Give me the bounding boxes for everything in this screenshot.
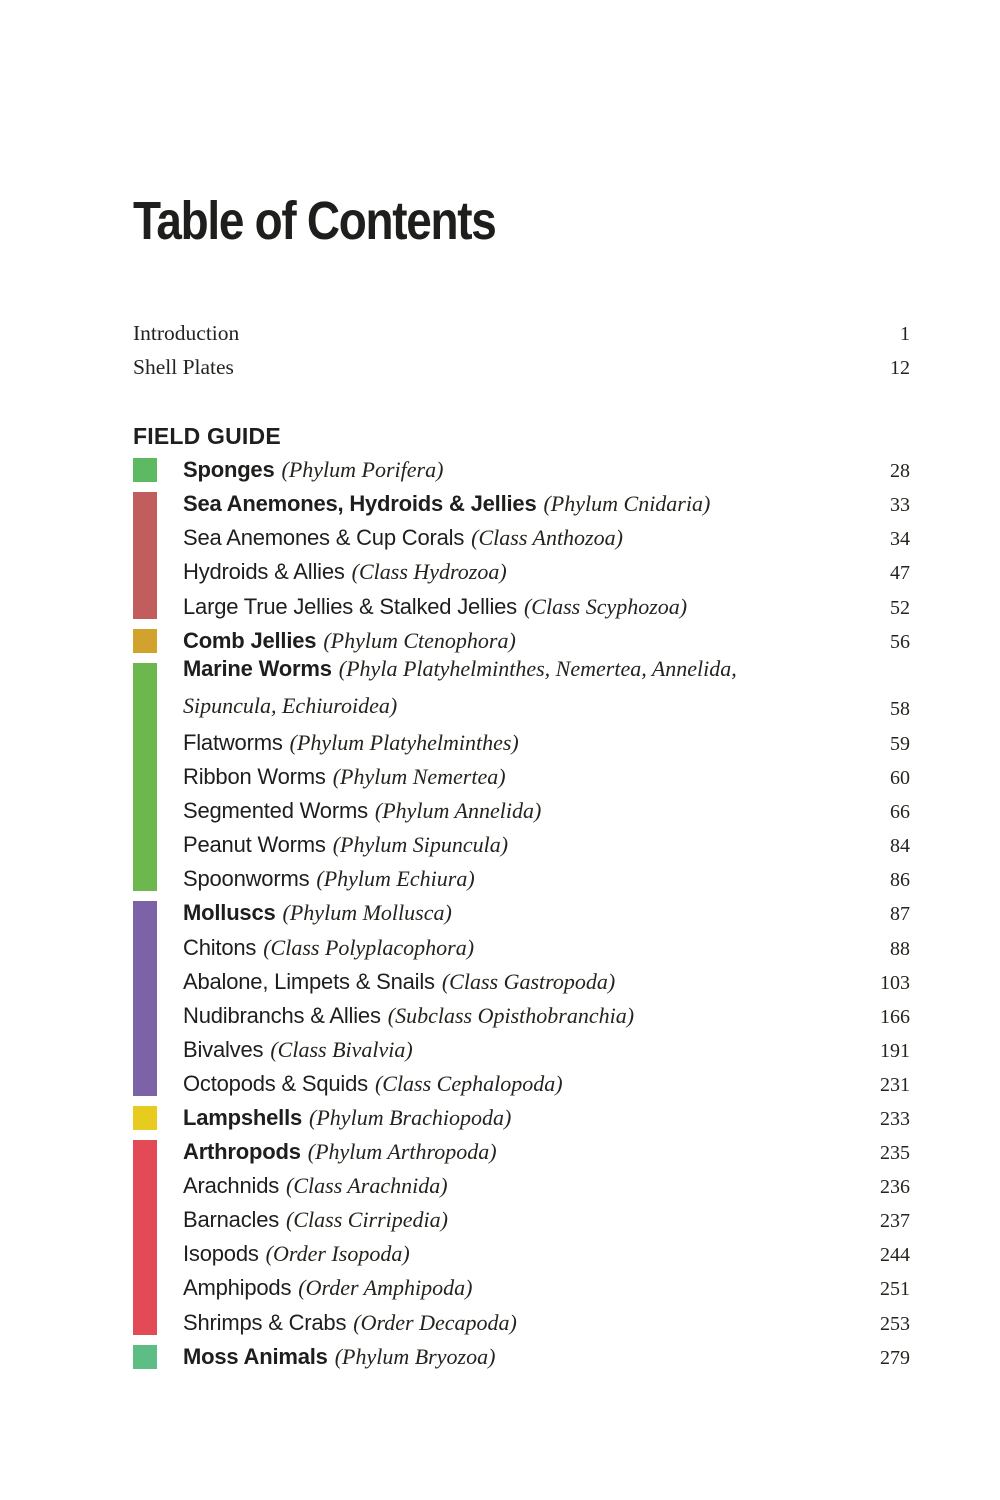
entry-label: Ribbon Worms [183, 764, 326, 790]
entry-taxon: (Class Arachnida) [286, 1173, 448, 1199]
entry-page-number: 66 [890, 801, 910, 824]
front-matter-list [133, 316, 910, 384]
toc-entry [183, 1067, 910, 1101]
entry-page-number: 237 [880, 1210, 910, 1233]
toc-entry-shell-plates [133, 350, 910, 384]
group-bryozoa [133, 1340, 910, 1374]
entry-taxon: (Subclass Opisthobranchia) [387, 1002, 635, 1028]
entry-page-number: 58 [890, 697, 910, 720]
entry-page-number: 253 [880, 1312, 910, 1335]
entry-label: Sea Anemones, Hydroids & Jellies [183, 491, 537, 517]
toc-content [133, 0, 910, 1374]
entry-label: Introduction [133, 321, 240, 345]
entry-page-number: 251 [880, 1278, 910, 1301]
entry-label: Large True Jellies & Stalked Jellies [183, 593, 517, 619]
toc-entry [183, 453, 910, 487]
entry-label: Molluscs [183, 900, 276, 926]
entry-page-number: 191 [880, 1039, 910, 1062]
toc-entry-introduction [133, 316, 910, 350]
entry-label: Lampshells [183, 1104, 303, 1130]
marker-column [133, 658, 183, 897]
entry-taxon: (Class Anthozoa) [471, 525, 623, 551]
entry-taxon: (Phylum Echiura) [316, 866, 475, 892]
toc-entry [183, 794, 910, 828]
entry-page-number: 233 [880, 1107, 910, 1130]
entry-taxon: (Class Cephalopoda) [374, 1070, 563, 1096]
entry-label: Amphipods [183, 1275, 292, 1301]
entry-taxon-continuation: Sipuncula, Echiuroidea) [183, 692, 398, 718]
toc-entry [183, 1203, 910, 1237]
entry-taxon: (Class Polyplacophora) [263, 934, 475, 960]
entry-label: Arachnids [183, 1173, 280, 1199]
entry-page-number: 59 [890, 732, 910, 755]
toc-entry [183, 590, 910, 624]
entry-taxon: (Phylum Mollusca) [282, 900, 452, 926]
entry-taxon: (Phyla Platyhelminthes, Nemertea, Annelida, [338, 655, 737, 681]
group-arthropoda [133, 1135, 910, 1340]
entry-taxon: (Phylum Sipuncula) [332, 832, 509, 858]
entry-label: Hydroids & Allies [183, 559, 345, 585]
toc-entry [183, 1101, 910, 1135]
toc-entry [183, 1306, 910, 1340]
entry-label: Octopods & Squids [183, 1070, 368, 1096]
entry-label: Sponges [183, 457, 275, 483]
toc-entry [183, 1135, 910, 1169]
entry-label: Chitons [183, 934, 257, 960]
mollusca-color-marker [133, 901, 157, 1096]
entry-label: Arthropods [183, 1139, 301, 1165]
toc-entry [183, 828, 910, 862]
entry-label: Segmented Worms [183, 798, 368, 824]
entry-taxon: (Order Amphipoda) [298, 1275, 473, 1301]
toc-entry [183, 896, 910, 930]
entry-taxon: (Order Isopoda) [265, 1241, 410, 1267]
toc-entry [183, 965, 910, 999]
entry-label: Peanut Worms [183, 832, 326, 858]
entry-page-number: 279 [880, 1346, 910, 1369]
entry-page-number: 236 [880, 1176, 910, 1199]
toc-entry [183, 1237, 910, 1271]
entry-page-number: 34 [890, 528, 910, 551]
entry-label: Nudibranchs & Allies [183, 1002, 381, 1028]
entry-label: Marine Worms [183, 655, 332, 681]
group-marine-worms [133, 655, 910, 897]
entry-taxon: (Phylum Ctenophora) [323, 627, 516, 653]
entry-label: Flatworms [183, 729, 283, 755]
marine-worms-color-marker [133, 663, 157, 892]
entry-taxon: (Order Decapoda) [353, 1309, 517, 1335]
entry-taxon: (Phylum Arthropoda) [307, 1139, 497, 1165]
entry-label: Shrimps & Crabs [183, 1309, 347, 1335]
bryozoa-color-marker [133, 1345, 157, 1369]
toc-entry [183, 1340, 910, 1374]
entry-taxon: (Class Gastropoda) [441, 968, 616, 994]
toc-entry [183, 521, 910, 555]
entry-page-number: 88 [890, 937, 910, 960]
field-guide-list [133, 453, 910, 1374]
toc-entry [183, 1033, 910, 1067]
entry-page-number: 28 [890, 460, 910, 483]
entry-page-number: 52 [890, 596, 910, 619]
cnidaria-color-marker [133, 492, 157, 618]
entry-taxon: (Class Scyphozoa) [523, 593, 688, 619]
toc-entry [183, 487, 910, 521]
entry-page-number: 244 [880, 1244, 910, 1267]
entry-taxon: (Class Bivalvia) [270, 1036, 413, 1062]
entry-label: Spoonworms [183, 866, 310, 892]
entry-page-number: 87 [890, 903, 910, 926]
entry-label: Comb Jellies [183, 627, 317, 653]
entry-label: Moss Animals [183, 1343, 328, 1369]
toc-entry [183, 655, 910, 726]
entry-page-number: 60 [890, 767, 910, 790]
entry-taxon: (Phylum Brachiopoda) [309, 1104, 512, 1130]
marker-column [133, 487, 183, 623]
toc-entry [183, 931, 910, 965]
entry-page-number: 86 [890, 869, 910, 892]
toc-entry [183, 862, 910, 896]
arthropoda-color-marker [133, 1140, 157, 1335]
entry-label: Shell Plates [133, 355, 234, 380]
entry-taxon: (Phylum Annelida) [374, 798, 542, 824]
toc-entry [183, 1169, 910, 1203]
marker-column [133, 453, 183, 487]
entry-taxon: (Phylum Nemertea) [332, 764, 506, 790]
entry-taxon: (Phylum Cnidaria) [543, 491, 711, 517]
entry-taxon: (Phylum Bryozoa) [334, 1343, 496, 1369]
entry-label: Isopods [183, 1241, 259, 1267]
entry-page-number: 103 [880, 971, 910, 994]
toc-entry [183, 555, 910, 589]
entry-page-number: 235 [880, 1142, 910, 1165]
marker-column [133, 1101, 183, 1135]
porifera-color-marker [133, 458, 157, 482]
toc-entry [183, 1271, 910, 1305]
marker-column [133, 624, 183, 658]
entry-taxon: (Class Hydrozoa) [351, 559, 507, 585]
entry-page-number: 1 [900, 323, 910, 345]
entry-page-number: 231 [880, 1073, 910, 1096]
toc-entry [183, 726, 910, 760]
brachiopoda-color-marker [133, 1106, 157, 1130]
entry-label: Sea Anemones & Cup Corals [183, 525, 465, 551]
entry-label: Barnacles [183, 1207, 280, 1233]
marker-column [133, 896, 183, 1101]
entry-page-number: 12 [890, 357, 910, 380]
entry-taxon: (Class Cirripedia) [286, 1207, 448, 1233]
ctenophora-color-marker [133, 629, 157, 653]
entry-page-number: 84 [890, 835, 910, 858]
marker-column [133, 1135, 183, 1340]
group-brachiopoda [133, 1101, 910, 1135]
entry-page-number: 166 [880, 1005, 910, 1028]
marker-column [133, 1340, 183, 1374]
entry-label: Abalone, Limpets & Snails [183, 968, 435, 994]
toc-entry [183, 760, 910, 794]
section-heading-field-guide: FIELD GUIDE [133, 423, 281, 450]
toc-entry [183, 999, 910, 1033]
entry-page-number: 56 [890, 630, 910, 653]
page-title: Table of Contents [133, 191, 496, 251]
group-cnidaria [133, 487, 910, 623]
entry-taxon: (Phylum Porifera) [281, 457, 444, 483]
entry-page-number: 47 [890, 562, 910, 585]
entry-page-number: 33 [890, 494, 910, 517]
entry-label: Bivalves [183, 1036, 264, 1062]
group-mollusca [133, 896, 910, 1101]
group-porifera [133, 453, 910, 487]
entry-taxon: (Phylum Platyhelminthes) [289, 729, 519, 755]
